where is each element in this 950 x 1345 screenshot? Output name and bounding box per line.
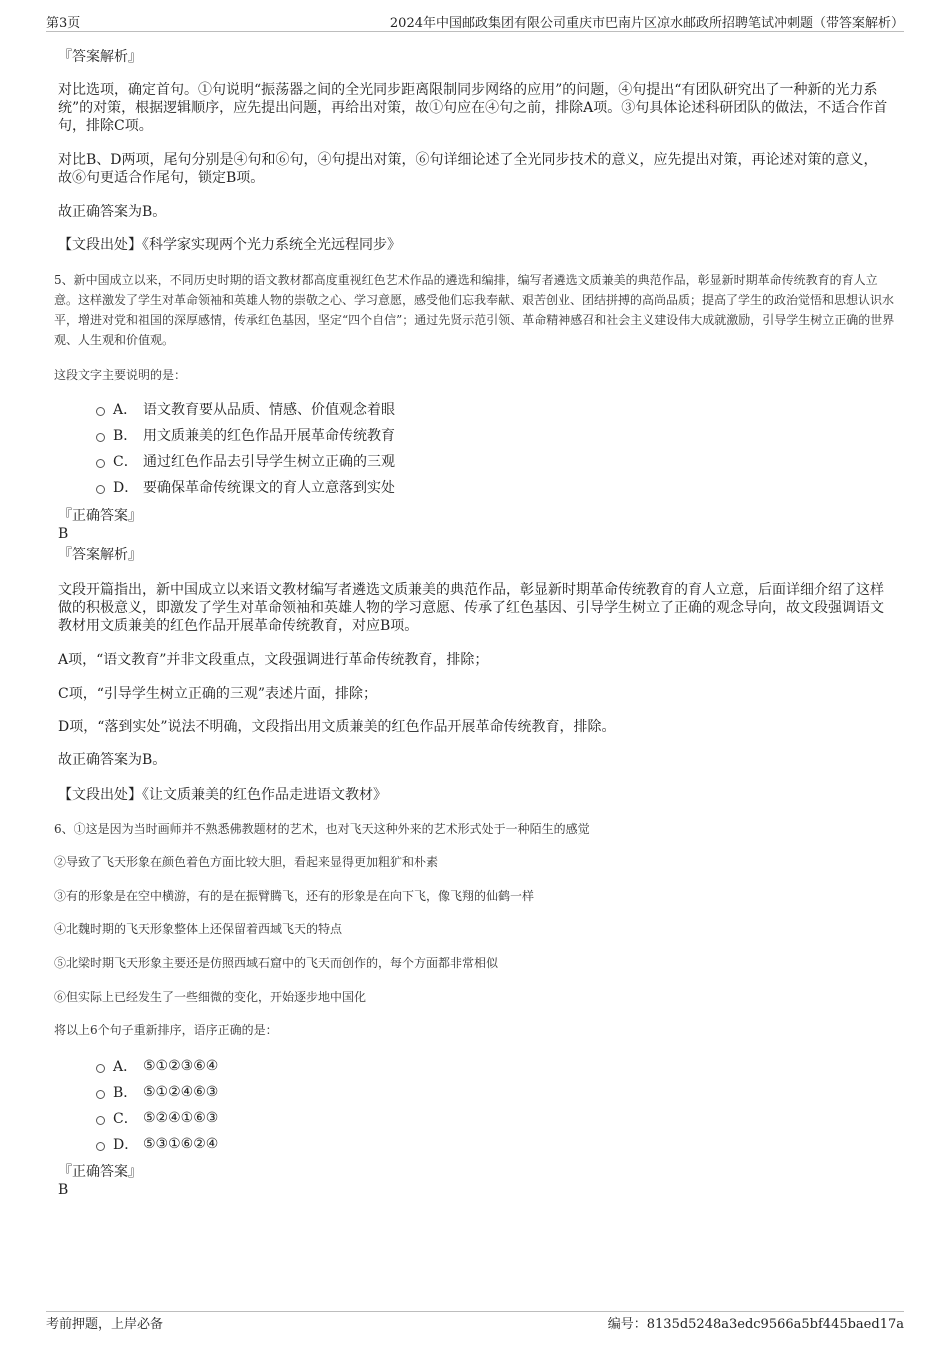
q5-option-a-text: 语文教育要从品质、情感、价值观念着眼 <box>143 402 395 418</box>
q6-question: 将以上6个句子重新排序，语序正确的是： <box>54 1023 278 1037</box>
q5-question: 这段文字主要说明的是： <box>54 368 187 382</box>
q6-option-b-letter: B． <box>113 1085 138 1101</box>
q5-stem: 5、新中国成立以来，不同历史时期的语文教材都高度重视红色艺术作品的遴选和编排，编写者遴选文质兼美的典范作品，彰显新时期革命传统教育的育人立意。这样激发了学生对革命领袖和英雄人物的崇敬之心、学习意愿，感受他们忘我奉献、艰苦创业、团结拼搏的高尚品质；提高了学生的政治觉悟和思想认识水平，增进对党和祖国的深厚感情，传承红色基因，坚定“四个自信”；通过先贤示范引领、革命精神感召和社会主义建设伟大成就激励，引导学生树立正确的世界观、人生观和价值观。 <box>54 273 895 347</box>
q4-analysis-paragraph-2: 对比B、D两项，尾句分别是④句和⑥句，④句提出对策，⑥句详细论述了全光同步技术的意义，应先提出对策，再论述对策的意义，故⑥句更适合作尾句，锁定B项。 <box>58 152 878 186</box>
q5-option-c-letter: C． <box>113 454 138 470</box>
q6-sentence-2: ②导致了飞天形象在颜色着色方面比较大胆，看起来显得更加粗犷和朴素 <box>54 855 439 869</box>
q5-analysis: 文段开篇指出，新中国成立以来语文教材编写者遴选文质兼美的典范作品，彰显新时期革命传统教育的育人立意，后面详细介绍了这样做的积极意义，即激发了学生对革命领袖和英雄人物的学习意愿、传承了红色基因、引导学生树立了正确的观念导向，故文段强调语文教材用文质兼美的红色作品开展革命传统教育，对应B项。 <box>58 582 884 634</box>
radio-icon[interactable] <box>96 433 105 442</box>
q5-option-c[interactable] <box>96 450 395 472</box>
q6-option-a[interactable] <box>96 1055 218 1077</box>
q6-option-d-text: ⑤③①⑥②④ <box>143 1136 219 1152</box>
footer-slogan: 考前押题，上岸必备 <box>46 1317 164 1332</box>
q5-option-d-letter: D． <box>113 480 139 496</box>
q5-answer-label: 『正确答案』 <box>58 508 142 524</box>
q4-analysis-paragraph-1: 对比选项，确定首句。①句说明“振荡器之间的全光同步距离限制同步网络的应用”的问题，④句提出“有团队研究出了一种新的光力系统”的对策，根据逻辑顺序，应先提出问题，再给出对策，故①句应在④句之前，排除A项。③句具体论述科研团队的做法，不适合作首句，排除C项。 <box>58 82 888 134</box>
q6-answer: B <box>58 1182 69 1198</box>
q5-option-b-letter: B． <box>113 428 138 444</box>
page-number: 第3页 <box>46 16 81 31</box>
q4-source: 【文段出处】《科学家实现两个光力系统全光远程同步》 <box>58 237 401 253</box>
q5-option-b[interactable] <box>96 424 395 446</box>
header-divider <box>46 31 904 32</box>
q6-sentence-1: 6、①这是因为当时画师并不熟悉佛教题材的艺术，也对飞天这种外来的艺术形式处于一种陌生的感觉 <box>54 822 590 836</box>
q6-option-c-text: ⑤②④①⑥③ <box>143 1110 219 1126</box>
q6-option-b-text: ⑤①②④⑥③ <box>143 1084 219 1100</box>
radio-icon[interactable] <box>96 407 105 416</box>
radio-icon[interactable] <box>96 1116 105 1125</box>
q5-option-a[interactable] <box>96 398 395 420</box>
q5-source: 【文段出处】《让文质兼美的红色作品走进语文教材》 <box>58 787 387 803</box>
radio-icon[interactable] <box>96 485 105 494</box>
q5-option-a-letter: A． <box>113 402 138 418</box>
q5-note-c: C项，“引导学生树立正确的三观”表述片面，排除； <box>58 686 378 702</box>
document-id: 编号：8135d5248a3edc9566a5bf445baed17a <box>607 1317 904 1332</box>
q5-analysis-label: 『答案解析』 <box>58 547 142 563</box>
q6-option-d-letter: D． <box>113 1137 139 1153</box>
q4-analysis-label: 『答案解析』 <box>58 49 142 65</box>
radio-icon[interactable] <box>96 459 105 468</box>
q6-sentence-6: ⑥但实际上已经发生了一些细微的变化，开始逐步地中国化 <box>54 990 367 1004</box>
q6-option-d[interactable] <box>96 1133 218 1155</box>
q6-option-a-text: ⑤①②③⑥④ <box>143 1058 219 1074</box>
document-title: 2024年中国邮政集团有限公司重庆市巴南片区凉水邮政所招聘笔试冲刺题（带答案解析） <box>389 16 904 31</box>
q6-option-c-letter: C． <box>113 1111 138 1127</box>
q4-conclusion: 故正确答案为B。 <box>58 204 167 220</box>
q6-option-b[interactable] <box>96 1081 218 1103</box>
q5-note-d: D项，“落到实处”说法不明确，文段指出用文质兼美的红色作品开展革命传统教育，排除。 <box>58 719 616 735</box>
q6-option-c[interactable] <box>96 1107 218 1129</box>
radio-icon[interactable] <box>96 1142 105 1151</box>
q5-option-d[interactable] <box>96 476 395 498</box>
radio-icon[interactable] <box>96 1090 105 1099</box>
q6-sentence-3: ③有的形象是在空中横游，有的是在振臂腾飞，还有的形象是在向下飞，像飞翔的仙鹤一样 <box>54 889 535 903</box>
radio-icon[interactable] <box>96 1064 105 1073</box>
q5-note-a: A项，“语文教育”并非文段重点，文段强调进行革命传统教育，排除； <box>58 652 489 668</box>
q5-option-b-text: 用文质兼美的红色作品开展革命传统教育 <box>143 428 395 444</box>
footer-divider <box>46 1311 904 1312</box>
q6-sentence-4: ④北魏时期的飞天形象整体上还保留着西域飞天的特点 <box>54 922 343 936</box>
q6-answer-label: 『正确答案』 <box>58 1164 142 1180</box>
q6-option-a-letter: A． <box>113 1059 138 1075</box>
q5-conclusion: 故正确答案为B。 <box>58 752 167 768</box>
q5-option-d-text: 要确保革命传统课文的育人立意落到实处 <box>143 480 395 496</box>
q5-answer: B <box>58 526 69 542</box>
q6-sentence-5: ⑤北梁时期飞天形象主要还是仿照西域石窟中的飞天而创作的，每个方面都非常相似 <box>54 956 499 970</box>
q5-option-c-text: 通过红色作品去引导学生树立正确的三观 <box>143 454 395 470</box>
